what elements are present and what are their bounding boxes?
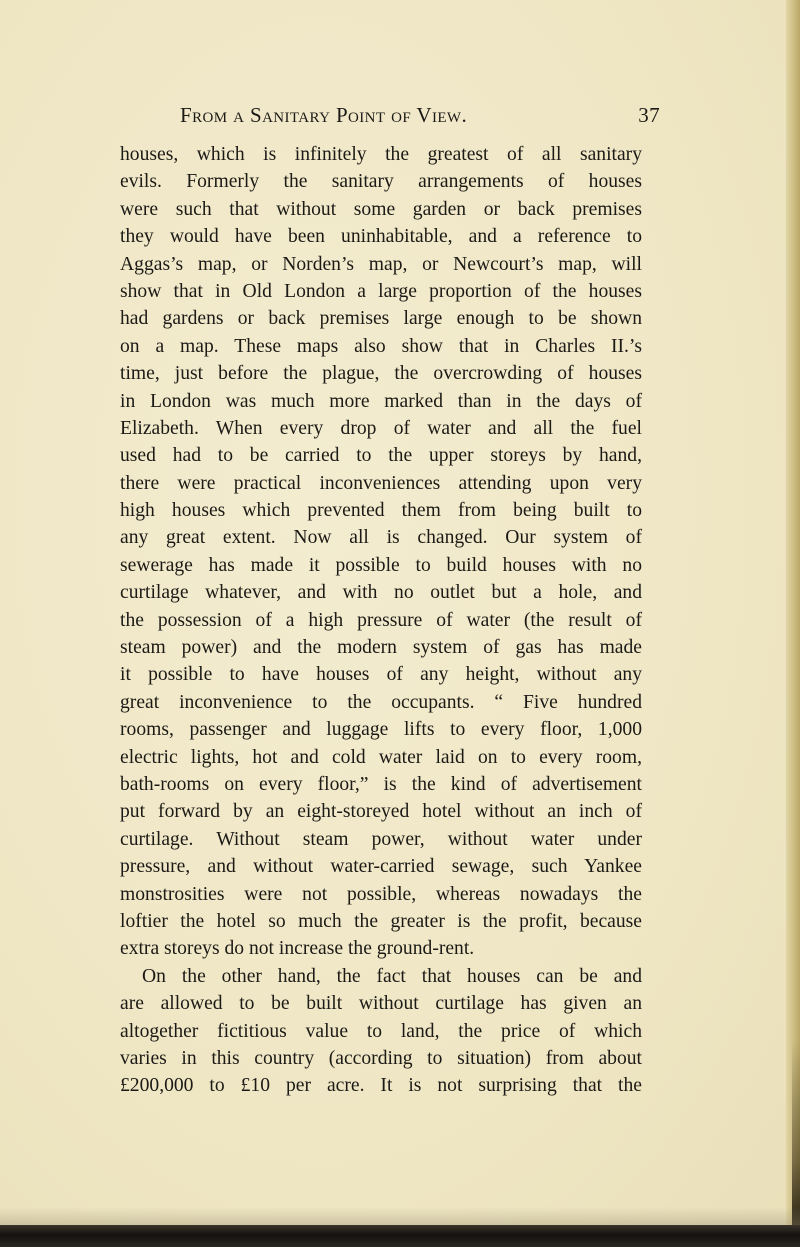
text-line: monstrosities were not possible, whereas nowadays the <box>120 883 642 905</box>
text-line: it possible to have houses of any height, without any <box>120 664 642 686</box>
text-line: sewerage has made it possible to build houses with no <box>120 554 642 576</box>
text-line: show that in Old London a large proportion of the houses <box>120 280 642 302</box>
text-line: curtilage whatever, and with no outlet but a hole, and <box>120 582 642 604</box>
page-edge-bottom <box>0 1225 800 1247</box>
text-line: loftier the hotel so much the greater is the profit, because <box>120 910 642 932</box>
text-line: houses, which is infinitely the greatest of all sanitary <box>120 144 642 165</box>
text-line: time, just before the plague, the overcrowding of houses <box>120 363 642 385</box>
text-line: were such that without some garden or back premises <box>120 198 642 220</box>
text-line: they would have been uninhabitable, and a reference to <box>120 226 642 248</box>
page-bottom-fade <box>0 1207 800 1225</box>
running-title: From a Sanitary Point of View. <box>180 103 468 127</box>
text-line: on a map. These maps also show that in Charles II.’s <box>120 335 642 357</box>
text-line: varies in this country (according to situation) from about <box>120 1047 642 1069</box>
text-line: extra storeys do not increase the ground-rent. <box>120 938 475 960</box>
text-line: bath-rooms on every floor,” is the kind of advertisement <box>120 773 642 795</box>
text-line: are allowed to be built without curtilage has given an <box>120 993 642 1015</box>
text-line: high houses which prevented them from being built to <box>120 500 642 522</box>
text-line: the possession of a high pressure of water (the result of <box>120 609 642 631</box>
text-line: pressure, and without water-carried sewage, such Yankee <box>120 856 642 878</box>
running-header <box>180 103 660 133</box>
text-line: Elizabeth. When every drop of water and all the fuel <box>120 417 642 439</box>
text-line: electric lights, hot and cold water laid on to every room, <box>120 746 642 768</box>
page-number: 37 <box>638 103 660 127</box>
text-line: Aggas’s map, or Norden’s map, or Newcourt’s map, will <box>120 253 642 275</box>
text-line: great inconvenience to the occupants. “ Five hundred <box>120 691 642 713</box>
text-line: there were practical inconveniences attending upon very <box>120 472 642 494</box>
text-line: steam power) and the modern system of gas has made <box>120 637 642 659</box>
text-line: £200,000 to £10 per acre. It is not surprising that the <box>120 1075 642 1097</box>
text-line: used had to be carried to the upper storeys by hand, <box>120 445 642 467</box>
text-line: rooms, passenger and luggage lifts to every floor, 1,000 <box>120 719 642 741</box>
text-line: any great extent. Now all is changed. Our system of <box>120 527 642 549</box>
text-line: evils. Formerly the sanitary arrangements of houses <box>120 171 642 193</box>
text-line: On the other hand, the fact that houses can be and <box>142 965 642 987</box>
body-text <box>120 141 642 1100</box>
text-line: altogether fictitious value to land, the price of which <box>120 1020 642 1042</box>
text-line: had gardens or back premises large enough to be shown <box>120 308 642 330</box>
text-line: curtilage. Without steam power, without water under <box>120 828 642 850</box>
text-line: put forward by an eight-storeyed hotel without an inch of <box>120 801 642 823</box>
text-line: in London was much more marked than in the days of <box>120 390 642 412</box>
